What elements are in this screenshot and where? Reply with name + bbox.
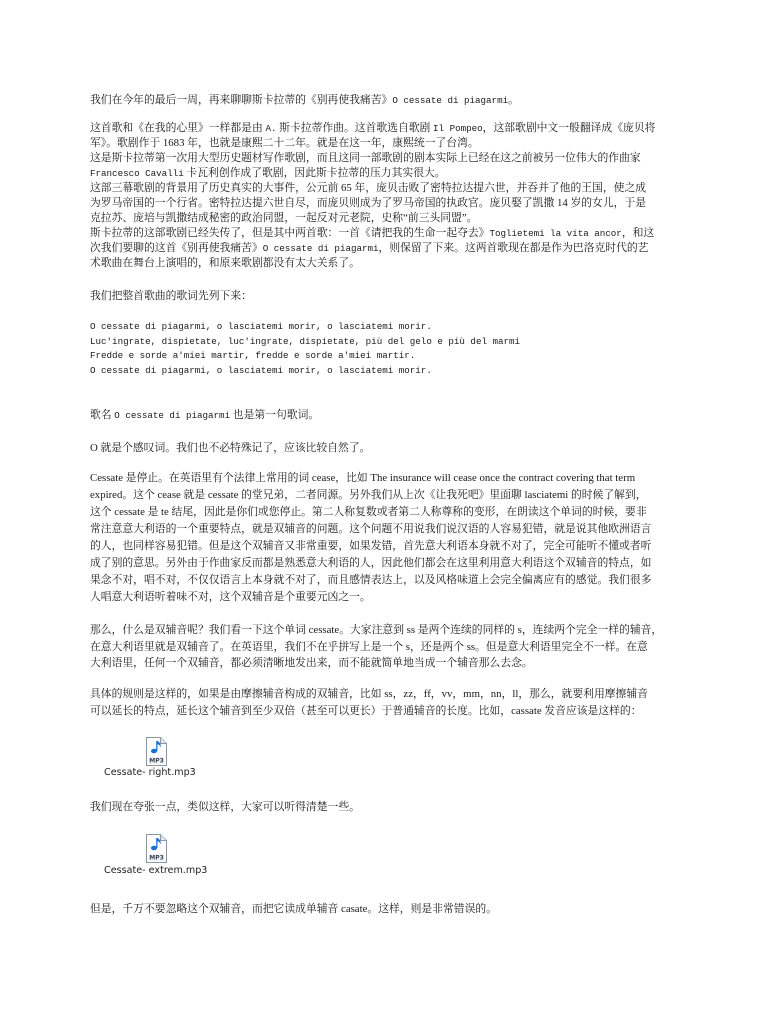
text-line: 人唱意大利语听着味不对，这个双辅音是个重要元凶之一。	[90, 591, 371, 603]
text-line: 成了别的意思。另外由于作曲家反而都是熟悉意大利语的人，因此他们都会在这里利用意大利语这个双辅音的特点，如	[90, 557, 652, 569]
text-line: 在意大利语里就是双辅音了。在英语里，我们不在乎拼写上是一个 s，还是两个 ss。但是意大利语里完全不一样。在意	[90, 640, 648, 653]
lyric-line: O cessate di piagarmi, o lasciatemi morir, o lasciatemi morir.	[90, 365, 432, 377]
text-line: O 就是个感叹词。我们也不必特殊记了，应该比较自然了。	[90, 442, 371, 454]
mp3-file-icon[interactable]	[146, 737, 167, 766]
latin-text: Il Pompeo	[433, 123, 483, 134]
lyrics-block	[90, 320, 730, 379]
text-line: 这是斯卡拉蒂第一次用大型历史题材写作歌剧，而且这同一部歌剧的剧本实际上已经在这之前被另一位伟大的作曲家	[90, 152, 641, 164]
text-line: 我们在今年的最后一周，再来聊聊斯卡拉蒂的《别再使我痛苦》O cessate di piagarmi。	[90, 94, 519, 106]
file-type-badge: MP3	[149, 757, 164, 765]
latin-text: Francesco Cavalli	[90, 168, 184, 179]
lyrics-intro-paragraph	[90, 289, 730, 304]
lyric-line: Luc'ingrate, dispietate, luc'ingrate, dispietate, più del gelo e più del marmi	[90, 335, 521, 347]
text-line: 可以延长的特点，延长这个辅音到至少双倍（甚至可以更长）于普通辅音的长度。比如，cassate 发音应该是这样的：	[90, 705, 642, 717]
closing-paragraph	[90, 902, 730, 917]
file-type-badge: MP3	[149, 854, 164, 862]
latin-text: Toglietemi la vita ancor	[489, 228, 622, 239]
audio-attachment-extreme[interactable]	[100, 832, 232, 880]
latin-text: A.	[265, 123, 277, 134]
text-line: 歌名 O cessate di piagarmi 也是第一句歌词。	[90, 409, 320, 421]
text-line: 果念不对，唱不对，不仅仅语言上本身就不对了，而且感情表达上，以及风格味道上会完全偏离应有的感觉。我们很多	[90, 574, 652, 586]
latin-text: O cessate di piagarmi	[392, 95, 509, 106]
exaggerate-note-paragraph	[90, 800, 730, 815]
attachment-filename[interactable]: Cessate- right.mp3	[104, 767, 196, 778]
interjection-note-paragraph	[90, 441, 730, 456]
text-line: 常注意意大利语的一个重要特点，就是双辅音的问题。这个问题不用说我们说汉语的人容易犯错，就是说其他欧洲语言	[90, 523, 652, 535]
text-line: 克拉苏、庞培与凯撒结成秘密的政治同盟，一起反对元老院，史称“前三头同盟”。	[90, 212, 478, 224]
lyric-line: O cessate di piagarmi, o lasciatemi morir, o lasciatemi morir.	[90, 321, 432, 332]
lyric-line: Fredde e sorde a'miei martir, fredde e sorde a'miei martir.	[90, 350, 416, 362]
text-line: 的人，也同样容易犯错。但是这个双辅音又非常重要，如果发错，首先意大利语本身就不对了，完全可能听不懂或者听	[90, 540, 652, 552]
double-consonant-paragraph	[90, 622, 730, 672]
text-line: 斯卡拉蒂的这部歌剧已经失传了，但是其中两首歌：一首《请把我的生命一起夺去》Toglietemi la vita ancor，和这	[90, 227, 655, 239]
text-line: 这部三幕歌剧的背景用了历史真实的大事件，公元前 65 年，庞贝击败了密特拉达提六世，并吞并了他的王国，使之成	[90, 182, 647, 194]
text-line: 术歌曲在舞台上演唱的，和原来歌剧都没有太大关系了。	[90, 257, 360, 269]
text-line: 大利语里，任何一个双辅音，都必须清晰地发出来，而不能就简单地当成一个辅音那么去念。	[90, 657, 533, 669]
text-line: 我们现在夸张一点，类似这样，大家可以听得清楚一些。	[90, 801, 360, 813]
text-line: expired。这个 cease 就是 cessate 的堂兄弟，二者同源。另外我们从上次《让我死吧》里面聊 lasciatemi 的时候了解到，	[90, 489, 647, 501]
text-line: 具体的规则是这样的，如果是由摩擦辅音构成的双辅音，比如 ss，zz，ff，vv，mm，nn，ll，那么，就要利用摩擦辅音	[90, 688, 648, 700]
text-line: 但是，千万不要忽略这个双辅音，而把它读成单辅音 casate。这样，则是非常错误的。	[90, 903, 497, 915]
text-line: 军》。歌剧作于 1683 年，也就是康熙二十二年。就是在这一年，康熙统一了台湾。	[90, 137, 479, 149]
text-line: 这个 cessate 是 te 结尾，因此是你们或您停止。第二人称复数或者第二人称尊称的变形，在朗读这个单词的时候，要非	[90, 506, 647, 518]
latin-text: O cessate di piagarmi	[262, 243, 379, 254]
mp3-file-icon[interactable]	[146, 834, 167, 863]
intro-paragraph	[90, 93, 730, 108]
text-line: Francesco Cavalli 卡瓦利创作成了歌剧，因此斯卡拉蒂的压力其实很大。	[90, 167, 446, 179]
pronunciation-rules-paragraph	[90, 686, 730, 720]
title-note-paragraph	[90, 408, 730, 423]
text-line: 这首歌和《在我的心里》一样都是由 A. 斯卡拉蒂作曲。这首歌选自歌剧 Il Pompeo，这部歌剧中文一般翻译成《庞贝将	[90, 122, 656, 134]
text-line: 为罗马帝国的一个行省。密特拉达提六世自尽，而庞贝则成为了罗马帝国的执政官。庞贝娶了凯撒 14 岁的女儿，于是	[90, 197, 647, 209]
text-line: 我们把整首歌曲的歌词先列下来：	[90, 290, 252, 302]
cessate-explanation-paragraph	[90, 470, 730, 606]
text-line: 那么，什么是双辅音呢？我们看一下这个单词 cessate。大家注意到 ss 是两个连续的同样的 s，连续两个完全一样的辅音，	[90, 624, 663, 636]
text-line: Cessate 是停止。在英语里有个法律上常用的词 cease，比如 The insurance will cease once the contract covering that term	[90, 472, 636, 484]
audio-attachment-right[interactable]	[100, 735, 232, 783]
latin-text: O cessate di piagarmi	[114, 410, 231, 421]
background-paragraph	[90, 121, 730, 271]
text-line: 次我们要聊的这首《别再使我痛苦》O cessate di piagarmi，则保留了下来。这两首歌现在都是作为巴洛克时代的艺	[90, 242, 649, 254]
attachment-filename[interactable]: Cessate- extrem.mp3	[104, 865, 208, 876]
